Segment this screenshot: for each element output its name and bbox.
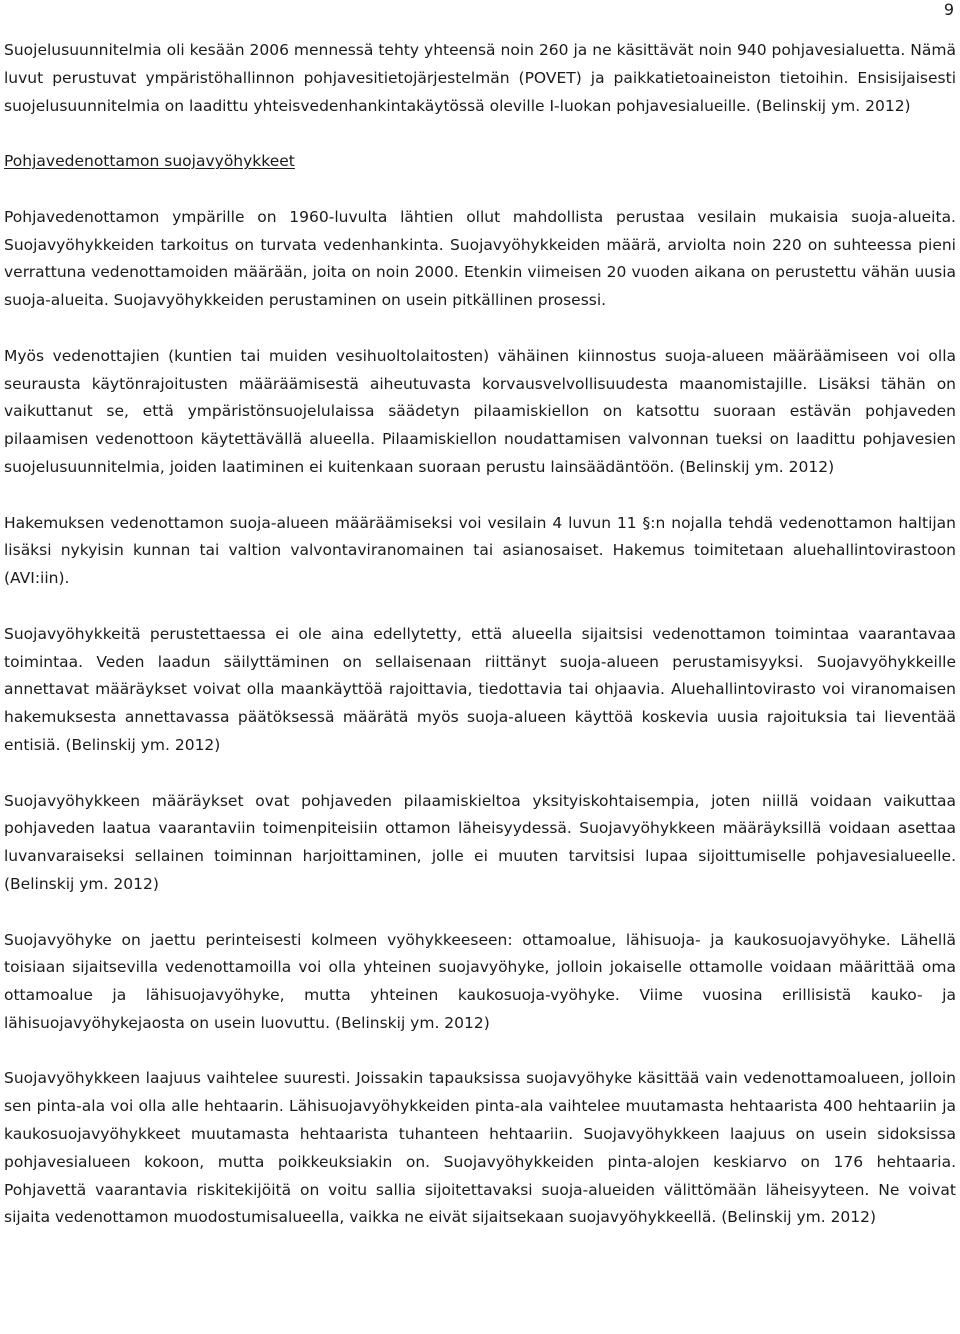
paragraph-vedenottajat: Myös vedenottajien (kuntien tai muiden vesihuoltolaitosten) vähäinen kiinnostus suoja-alueen määräämiseen voi olla seurausta käytönrajoitusten määräämisestä aiheutuvasta korvausvelvollisuudesta maanomistajille. Lisäksi tähän on vaikuttanut se, että ympäristönsuojelulaissa säädetyn pilaamiskiellon on katsottu suoraan estävän pohjaveden pilaamisen vedenottoon käytettävällä alueella. Pilaamiskiellon noudattamisen valvonnan tueksi on laadittu pohjavesien suojelusuunnitelmia, joiden laatiminen ei kuitenkaan suoraan perustu lainsäädäntöön. (Belinskij ym. 2012) — [4, 346, 956, 476]
document-body — [4, 37, 956, 1232]
section-heading: Pohjavedenottamon suojavyöhykkeet — [4, 152, 295, 171]
paragraph-suoja-alueet: Pohjavedenottamon ympärille on 1960-luvulta lähtien ollut mahdollista perustaa vesilain mukaisia suoja-alueita. Suojavyöhykkeiden tarkoitus on turvata vedenhankinta. Suojavyöhykkeiden määrä, arviolta noin 220 on suhteessa pieni verrattuna vedenottamoiden määrään, joita on noin 2000. Etenkin viimeisen 20 vuoden aikana on perustettu vähän uusia suoja-alueita. Suojavyöhykkeiden perustaminen on usein pitkällinen prosessi. — [4, 207, 956, 310]
paragraph-suojelusuunnitelmat: Suojelusuunnitelmia oli kesään 2006 mennessä tehty yhteensä noin 260 ja ne käsittävät noin 940 pohjavesialuetta. Nämä luvut perustuvat ympäristöhallinnon pohjavesitietojärjestelmän (POVET) ja paikkatietoaineiston tietoihin. Ensisijaisesti suojelusuunnitelmia on laadittu yhteisvedenhankintakäytössä oleville I-luokan pohjavesialueille. (Belinskij ym. 2012) — [4, 41, 956, 115]
paragraph-vyohykkeet: Suojavyöhyke on jaettu perinteisesti kolmeen vyöhykkeeseen: ottamoalue, lähisuoja- ja kaukosuojavyöhyke. Lähellä toisiaan sijaitsevilla vedenottamoilla voi olla yhteinen suojavyöhyke, jolloin jokaiselle ottamolle voidaan määrittää oma ottamoalue ja lähisuojavyöhyke, mutta yhteinen kaukosuoja-vyöhyke. Viime vuosina erillisistä kauko- ja lähisuojavyöhykejaosta on usein luovuttu. (Belinskij ym. 2012) — [4, 930, 956, 1032]
page-number: 9 — [943, 0, 954, 19]
paragraph-perustaminen: Suojavyöhykkeitä perustettaessa ei ole aina edellytetty, että alueella sijaitsisi vedenottamon toimintaa vaarantavaa toimintaa. Veden laadun säilyttäminen on sellaisenaan riittänyt suoja-alueen perustamisyyksi. Suojavyöhykkeille annettavat määräykset voivat olla maankäyttöä rajoittavia, tiedottavia tai ohjaavia. Aluehallintovirasto voi viranomaisen hakemuksesta annettavassa päätöksessä määrätä myös suoja-alueen käyttöä koskevia uusia rajoituksia tai lieventää entisiä. (Belinskij ym. 2012) — [4, 624, 956, 754]
paragraph-maaraykset: Suojavyöhykkeen määräykset ovat pohjaveden pilaamiskieltoa yksityiskohtaisempia, joten niillä voidaan vaikuttaa pohjaveden laatua vaarantaviin toimenpiteisiin ottamon läheisyydessä. Suojavyöhykkeen määräyksillä voidaan asettaa luvanvaraiseksi sellainen toiminnan harjoittaminen, jolle ei muuten tarvitsisi lupaa sijoittumiselle pohjavesialueelle. (Belinskij ym. 2012) — [4, 791, 956, 893]
paragraph-laajuus: Suojavyöhykkeen laajuus vaihtelee suuresti. Joissakin tapauksissa suojavyöhyke käsittää vain vedenottamoalueen, jolloin sen pinta-ala voi olla alle hehtaarin. Lähisuojavyöhykkeiden pinta-ala vaihtelee muutamasta hehtaarista 400 hehtaariin ja kaukosuojavyöhykkeet muutamasta hehtaarista tuhanteen hehtaariin. Suojavyöhykkeen laajuus on usein sidoksissa pohjavesialueen kokoon, mutta poikkeuksiakin on. Suojavyöhykkeiden pinta-alojen keskiarvo on 176 hehtaaria. Pohjavettä vaarantavia riskitekijöitä on voitu sallia sijoitettavaksi suoja-alueiden välittömään läheisyyteen. Ne voivat sijaita vedenottamon muodostumisalueella, vaikka ne eivät sijaitsekaan suojavyöhykkeellä. (Belinskij ym. 2012) — [4, 1069, 956, 1227]
paragraph-hakemus: Hakemuksen vedenottamon suoja-alueen määräämiseksi voi vesilain 4 luvun 11 §:n nojalla tehdä vedenottamon haltijan lisäksi nykyisin kunnan tai valtion valvontaviranomainen tai asianosaiset. Hakemus toimitetaan aluehallintovirastoon (AVI:iin). — [4, 513, 956, 588]
